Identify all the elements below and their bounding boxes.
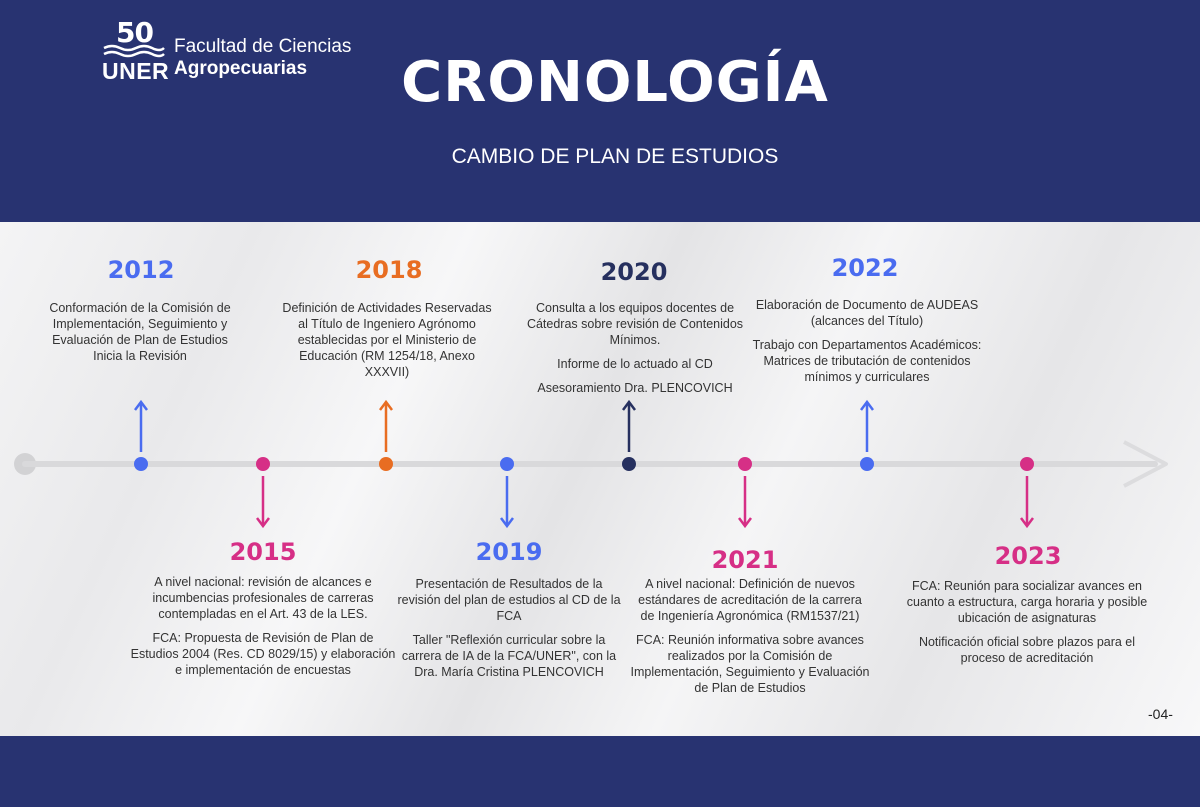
event-description-2021 [630, 576, 870, 704]
logo-line-1: Facultad de Ciencias [174, 36, 352, 57]
timeline-dot-2021 [738, 457, 752, 471]
event-paragraph: Taller "Reflexión curricular sobre la carrera de IA de la FCA/UNER", con la Dra. María Cristina PLENCOVICH [401, 633, 617, 679]
page-subtitle: CAMBIO DE PLAN DE ESTUDIOS [451, 145, 779, 168]
event-description-2012 [40, 300, 240, 372]
event-paragraph: A nivel nacional: Definición de nuevos estándares de acreditación de la carrera de Ingeniería Agronómica (RM1537/21) [638, 577, 862, 623]
event-description-2022 [752, 297, 982, 393]
year-label-2012: 2012 [107, 256, 175, 284]
year-label-2019: 2019 [475, 538, 543, 566]
event-description-2019 [394, 576, 624, 688]
logo-line-2: Agropecuarias [174, 58, 308, 79]
event-paragraph: Presentación de Resultados de la revisión del plan de estudios al CD de la FCA [397, 577, 621, 623]
event-description-2020 [524, 300, 746, 404]
page-title: CRONOLOGÍA [401, 50, 829, 115]
year-label-2021: 2021 [711, 546, 779, 574]
event-paragraph: Notificación oficial sobre plazos para el proceso de acreditación [918, 635, 1136, 665]
event-description-2015 [130, 574, 396, 686]
year-label-2015: 2015 [229, 538, 297, 566]
event-paragraph: Elaboración de Documento de AUDEAS (alcances del Título) [755, 298, 979, 328]
year-label-2020: 2020 [600, 258, 668, 286]
event-paragraph: Trabajo con Departamentos Académicos: Matrices de tributación de contenidos mínimos y curriculares [752, 338, 982, 384]
event-description-2018 [276, 300, 498, 388]
logo-fifty-text: 50 [116, 16, 153, 49]
logo-uner-text: UNER [102, 58, 170, 84]
event-paragraph: Conformación de la Comisión de Implementación, Seguimiento y Evaluación de Plan de Estudios Inicia la Revisión [49, 301, 231, 363]
event-paragraph: A nivel nacional: revisión de alcances e incumbencias profesionales de carreras contempladas en el Art. 43 de la LES. [152, 575, 374, 621]
event-paragraph: FCA: Reunión para socializar avances en cuanto a estructura, carga horaria y posible ubicación de asignaturas [906, 579, 1148, 625]
event-paragraph: FCA: Propuesta de Revisión de Plan de Estudios 2004 (Res. CD 8029/15) y elaboración e implementación de encuestas [130, 631, 396, 677]
timeline-dot-2012 [134, 457, 148, 471]
year-label-2022: 2022 [831, 254, 899, 282]
year-label-2018: 2018 [355, 256, 423, 284]
timeline-dot-2022 [860, 457, 874, 471]
timeline-dot-2019 [500, 457, 514, 471]
event-paragraph: Asesoramiento Dra. PLENCOVICH [537, 381, 733, 395]
year-label-2023: 2023 [994, 542, 1062, 570]
timeline-dot-2015 [256, 457, 270, 471]
page-number: -04- [1148, 706, 1173, 722]
event-paragraph: Informe de lo actuado al CD [557, 357, 713, 371]
event-paragraph: FCA: Reunión informativa sobre avances realizados por la Comisión de Implementación, Seguimiento y Evaluación de Plan de Estudios [630, 633, 870, 695]
event-paragraph: Consulta a los equipos docentes de Cátedras sobre revisión de Contenidos Mínimos. [526, 301, 744, 347]
timeline-dot-2023 [1020, 457, 1034, 471]
timeline-dot-2020 [622, 457, 636, 471]
event-description-2023 [896, 578, 1158, 674]
event-paragraph: Definición de Actividades Reservadas al Título de Ingeniero Agrónomo establecidas por el Ministerio de Educación (RM 1254/18, Anexo XXXVII) [282, 301, 492, 379]
timeline-dot-2018 [379, 457, 393, 471]
